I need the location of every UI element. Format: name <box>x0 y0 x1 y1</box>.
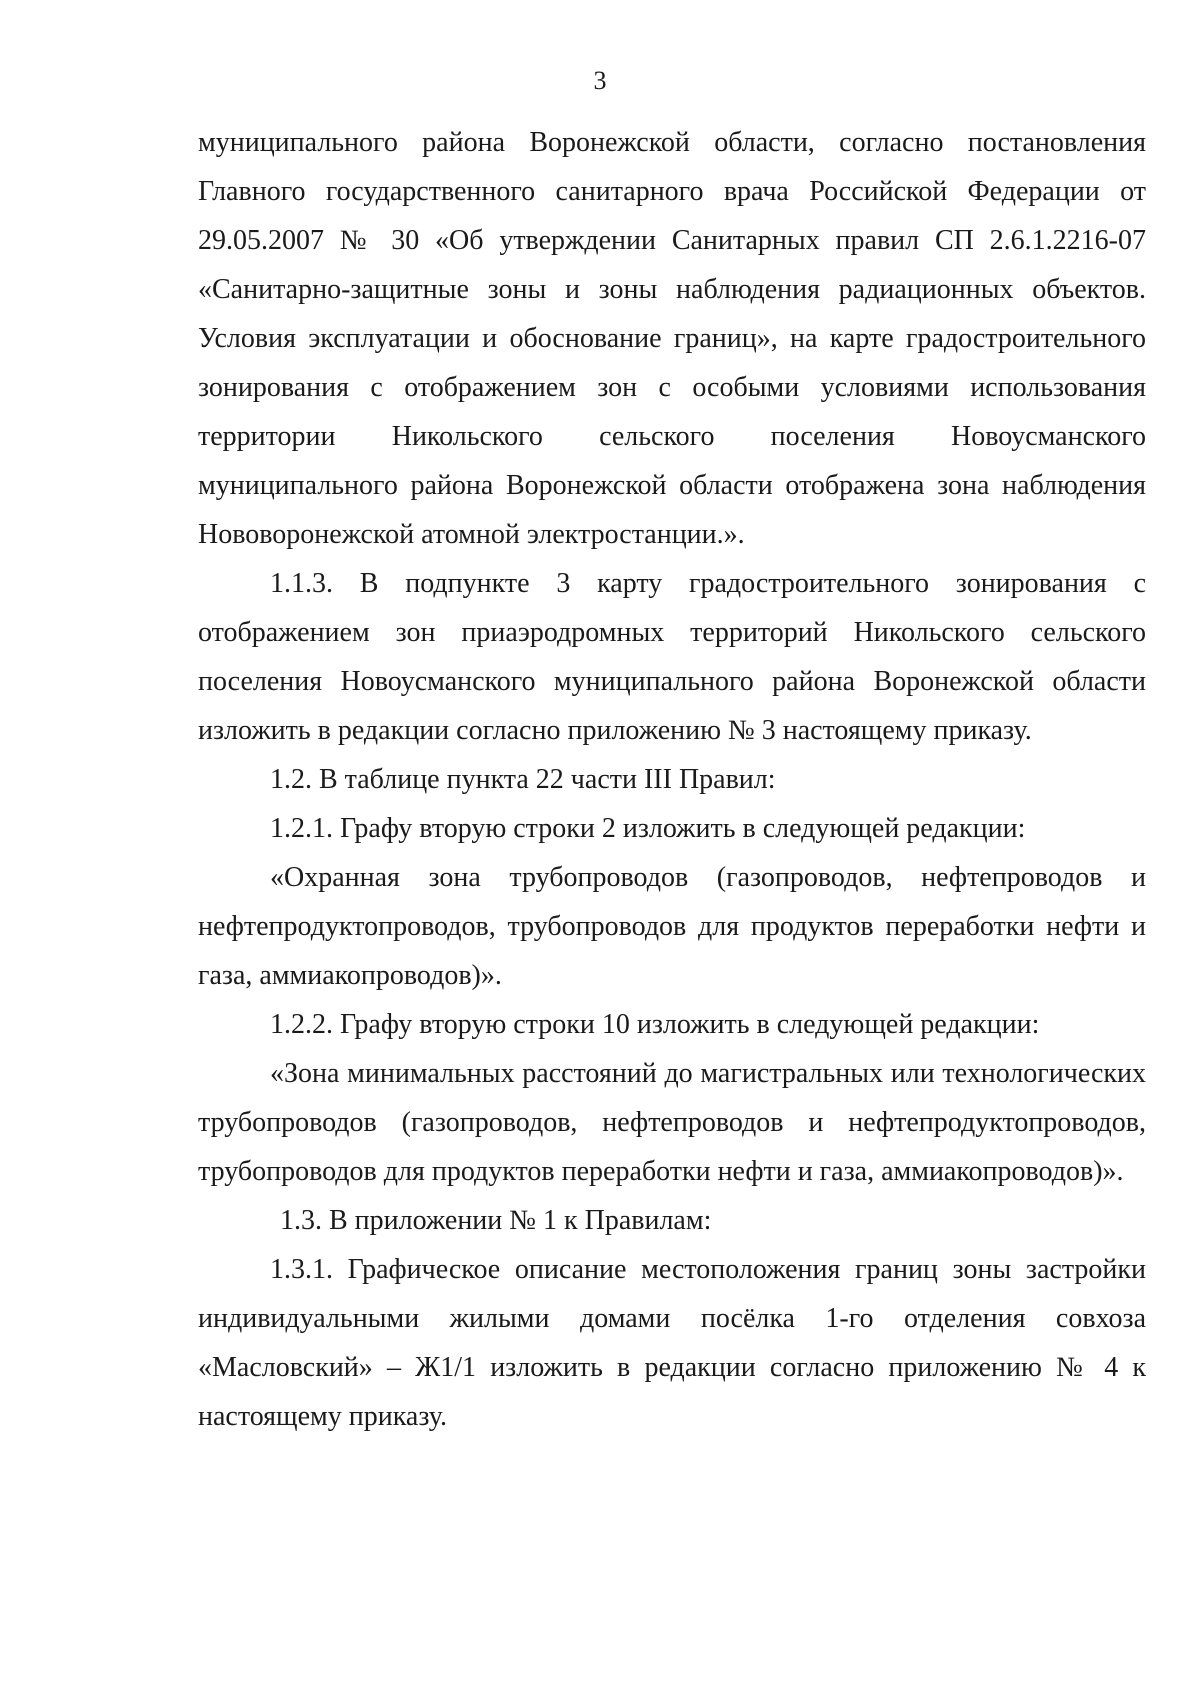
page-number: 3 <box>593 66 607 95</box>
paragraph-1-2-2: 1.2.2. Графу вторую строки 10 изложить в следующей редакции: <box>270 1009 1040 1040</box>
paragraph-1-2: 1.2. В таблице пункта 22 части III Правил: <box>270 764 776 795</box>
paragraph-1-3-1: 1.3.1. Графическое описание местоположения границ зоны застройки индивидуальными жилыми домами посёлка 1-го отделения совхоза «Масловский» – Ж1/1 изложить в редакции согласно приложению № 4 к настоящему приказу. <box>198 1254 1146 1432</box>
paragraph-1-3: 1.3. В приложении № 1 к Правилам: <box>280 1205 712 1236</box>
paragraph-1-2-1-text: «Охранная зона трубопроводов (газопроводов, нефтепроводов и нефтепродуктопроводов, трубопроводов для продуктов переработки нефти и газа, аммиакопроводов)». <box>198 862 1146 991</box>
paragraph-1-1-3: 1.1.3. В подпункте 3 карту градостроительного зонирования с отображением зон приаэродромных территорий Никольского сельского поселения Новоусманского муниципального района Воронежской области изложить в редакции согласно приложению № 3 настоящему приказу. <box>198 568 1146 746</box>
paragraph-1-2-2-text: «Зона минимальных расстояний до магистральных или технологических трубопроводов (газопроводов, нефтепроводов и нефтепродуктопроводов, трубопроводов для продуктов переработки нефти и газа, аммиакопроводов)». <box>198 1058 1146 1187</box>
document-body <box>198 118 1146 1441</box>
paragraph-1-2-1: 1.2.1. Графу вторую строки 2 изложить в следующей редакции: <box>270 813 1026 844</box>
paragraph-continuation: муниципального района Воронежской области, согласно постановления Главного государственного санитарного врача Российской Федерации от 29.05.2007 № 30 «Об утверждении Санитарных правил СП 2.6.1.2216-07 «Санитарно-защитные зоны и зоны наблюдения радиационных объектов. Условия эксплуатации и обоснование границ», на карте градостроительного зонирования с отображением зон с особыми условиями использования территории Никольского сельского поселения Новоусманского муниципального района Воронежской области отображена зона наблюдения Нововоронежской атомной электростанции.». <box>198 127 1146 550</box>
